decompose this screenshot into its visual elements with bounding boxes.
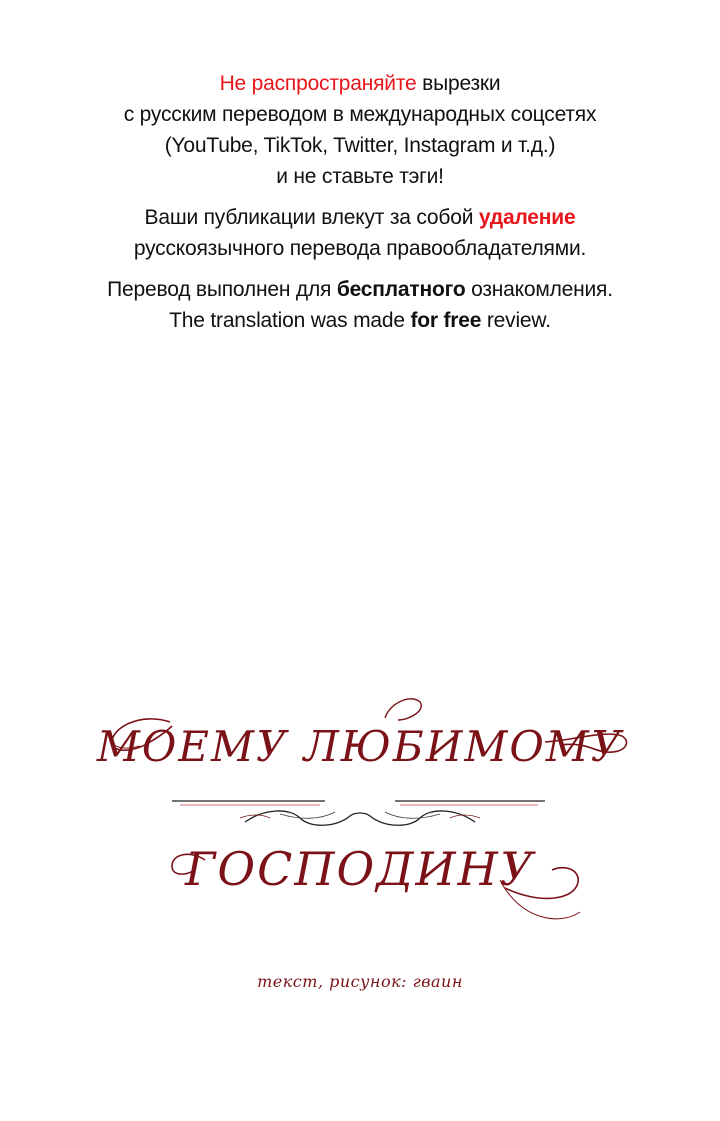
notice-text: вырезки	[416, 72, 501, 95]
notice-free-bold: бесплатного	[336, 278, 466, 301]
author-credit: текст, рисунок: гваин	[257, 972, 463, 991]
notice-line	[0, 68, 720, 99]
notice-line: русскоязычного перевода правообладателями.	[133, 237, 587, 260]
notice-line: и не ставьте тэги!	[276, 165, 444, 188]
notice-text: Ваши публикации влекут за собой	[144, 206, 479, 229]
notice-text: Перевод выполнен для	[107, 278, 337, 301]
notice-line	[0, 305, 720, 336]
notice-line	[0, 202, 720, 233]
notice-line: с русским переводом в международных соцсетях	[123, 103, 597, 126]
notice-free-bold-en: for free	[410, 309, 482, 332]
title-logo	[0, 690, 720, 950]
translation-notice	[0, 68, 720, 336]
notice-text: review.	[481, 309, 551, 332]
title-line-1: МОЕМУ ЛЮБИМОМУ	[96, 722, 624, 771]
title-line-2: ГОСПОДИНУ	[184, 842, 536, 896]
notice-warning-red: Не распространяйте	[219, 72, 417, 95]
notice-line	[0, 274, 720, 305]
notice-line: (YouTube, TikTok, Twitter, Instagram и т.д.)	[164, 134, 556, 157]
notice-text: ознакомления.	[465, 278, 613, 301]
notice-removal-red: удаление	[478, 206, 576, 229]
notice-text: The translation was made	[169, 309, 411, 332]
